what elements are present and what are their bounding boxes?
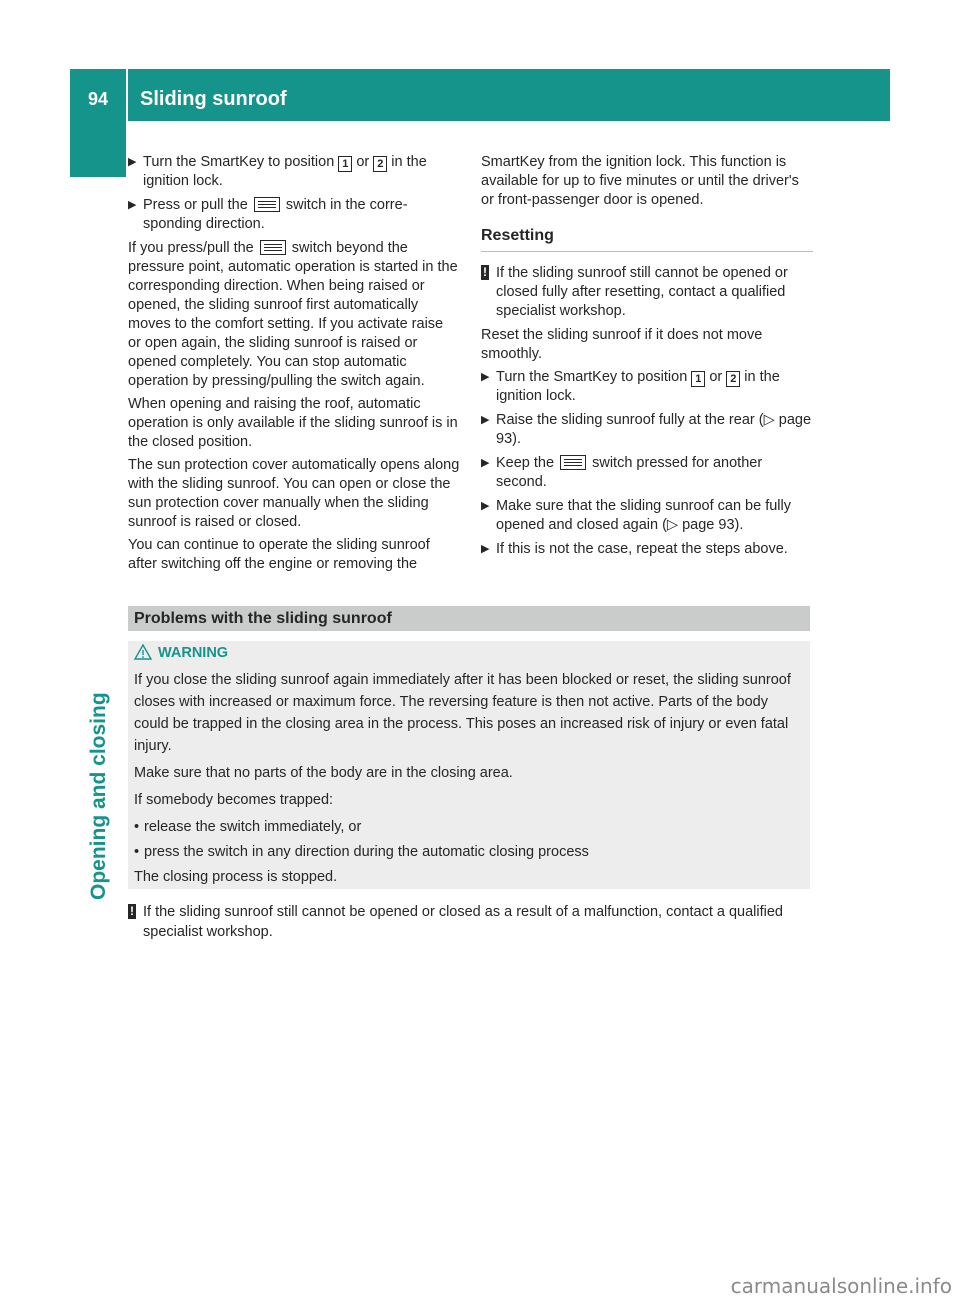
- warning-triangle-icon: [134, 644, 152, 660]
- chapter-tab: [70, 121, 126, 177]
- step-arrow-icon: ▶: [481, 371, 490, 383]
- page-title: Sliding sunroof: [140, 88, 287, 110]
- sunroof-switch-icon: [254, 197, 280, 212]
- paragraph: You can continue to operate the sliding sunroof after switching off the engine or removing the: [128, 537, 430, 572]
- bullet-icon: •: [134, 844, 140, 860]
- page-reference-link[interactable]: page 93: [496, 412, 812, 447]
- step-item: ▶ Raise the sliding sunroof fully at the rear (▷ page 93).: [481, 412, 812, 447]
- list-item: • press the switch in any direction during the automatic closing process: [134, 841, 802, 863]
- sunroof-switch-icon: [260, 240, 286, 255]
- warning-box: [128, 641, 810, 889]
- warning-paragraph: Make sure that no parts of the body are in the closing area.: [134, 765, 513, 781]
- step-item: ▶ Keep the switch pressed for another second.: [481, 455, 763, 490]
- section-heading-resetting: Resetting: [481, 214, 813, 252]
- warning-paragraph: If somebody becomes trapped:: [134, 792, 334, 808]
- page-ref-arrow-icon: ▷: [763, 412, 775, 428]
- paragraph: If you press/pull the switch beyond the pressure point, automatic operation is started in the corresponding direction. When being raised or opened, the sliding sunroof first automatically moves to the comfort setting. If you activate raise or open again, the sliding sunroof is raised or opened completely. You can stop automatic operation by pressing/pulling the switch again.: [128, 240, 458, 389]
- exclamation-icon: !: [130, 904, 134, 918]
- warning-paragraph: The closing process is stopped.: [134, 869, 338, 885]
- page-ref-arrow-icon: ▷: [666, 517, 679, 533]
- step-item: ▶ Turn the SmartKey to position 1 or 2 in the ignition lock.: [481, 369, 780, 404]
- section-heading-problems: Problems with the sliding sunroof: [134, 610, 392, 627]
- chapter-label: Opening and closing: [87, 692, 110, 900]
- position-key-icon: 1: [338, 156, 352, 172]
- sunroof-switch-icon: [560, 455, 586, 470]
- step-item: ▶ If this is not the case, repeat the steps above.: [481, 541, 788, 557]
- warning-paragraph: If you close the sliding sunroof again immediately after it has been blocked or reset, the sliding sunroof closes with increased or maximum force. The reversing feature is then not active. Parts of the body could be trapped in the closing area in the process. This poses an increased risk of injury or even fatal injury.: [134, 672, 791, 754]
- note-item: ! If the sliding sunroof still cannot be opened or closed as a result of a malfunction, contact a qualified specialist workshop.: [130, 904, 783, 940]
- left-column: [128, 153, 460, 578]
- bullet-icon: •: [134, 819, 140, 835]
- step-arrow-icon: ▶: [481, 500, 490, 512]
- warning-heading: WARNING: [134, 643, 802, 663]
- position-key-icon: 2: [373, 156, 387, 172]
- position-key-icon: 1: [691, 371, 705, 387]
- list-item: • release the switch immediately, or: [134, 816, 802, 838]
- paragraph: The sun protection cover automatically opens along with the sliding sunroof. You can open or close the sun protection cover manually when the sliding sunroof is raised or closed.: [128, 457, 460, 530]
- right-column: [481, 153, 813, 564]
- step-arrow-icon: ▶: [128, 199, 137, 211]
- note-item: ! If the sliding sunroof still cannot be opened or closed fully after resetting, contact a qualified specialist workshop.: [483, 265, 788, 319]
- step-arrow-icon: ▶: [481, 414, 490, 426]
- watermark: carmanualsonline.info: [730, 1274, 952, 1298]
- step-item: ▶ Press or pull the switch in the corresponding direction.: [128, 197, 408, 232]
- position-key-icon: 2: [726, 371, 740, 387]
- step-arrow-icon: ▶: [481, 457, 490, 469]
- step-arrow-icon: ▶: [128, 156, 137, 168]
- page-reference-link[interactable]: page 93: [682, 517, 735, 533]
- header-divider: [126, 69, 128, 121]
- paragraph: When opening and raising the roof, automatic operation is only available if the sliding sunroof is in the closed position.: [128, 396, 458, 450]
- step-arrow-icon: ▶: [481, 543, 490, 555]
- step-item: ▶ Turn the SmartKey to position 1 or 2 in the ignition lock.: [128, 154, 427, 189]
- exclamation-icon: !: [483, 265, 487, 279]
- step-item: ▶ Make sure that the sliding sunroof can be fully opened and closed again (▷ page 93).: [481, 498, 791, 533]
- paragraph: SmartKey from the ignition lock. This function is available for up to five minutes or until the driver's or front-passenger door is opened.: [481, 154, 799, 208]
- page-number: 94: [87, 89, 109, 109]
- paragraph: Reset the sliding sunroof if it does not move smoothly.: [481, 327, 763, 362]
